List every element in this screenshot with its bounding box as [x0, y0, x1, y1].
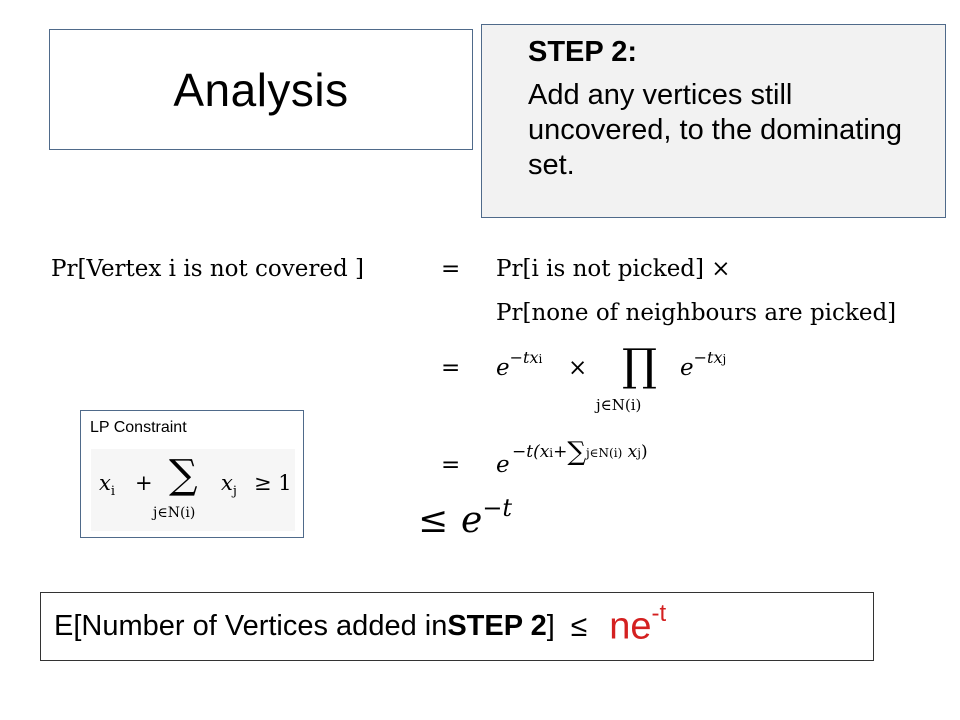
- expectation-prefix: E[Number of Vertices added in: [54, 610, 448, 642]
- derivation-lhs: [51, 256, 364, 282]
- derivation-line-2: Pr[none of neighbours are picked]: [496, 300, 897, 326]
- lp-x: x: [99, 471, 111, 495]
- equals-1: =: [441, 256, 461, 282]
- bound-exp-text: −t: [482, 494, 513, 522]
- expectation-bound-exp: -t: [651, 600, 667, 628]
- line4-exp-open: −t(x: [512, 442, 550, 462]
- line3-term-exp: [694, 348, 727, 367]
- lp-plus: +: [135, 471, 153, 495]
- equals-3: =: [441, 452, 461, 478]
- line3-e: e: [496, 355, 510, 381]
- line4-exponent: [512, 434, 648, 467]
- derivation-line-1: Pr[i is not picked] ×: [496, 256, 731, 282]
- lp-xj-x: x: [221, 471, 233, 495]
- title-box: [49, 29, 473, 150]
- lp-sub-i: i: [110, 484, 116, 499]
- lp-sum-symbol: ∑: [169, 452, 198, 498]
- lp-relation: ≥ 1: [254, 471, 292, 495]
- step-heading: STEP 2:: [528, 36, 638, 68]
- slide-title: Analysis: [173, 63, 349, 116]
- step-box: [481, 24, 946, 218]
- line3-exp-text: −tx: [509, 348, 539, 367]
- line4-base: [496, 452, 510, 478]
- lp-constraint-formula: [91, 449, 295, 531]
- line4-exp-sub-i: i: [549, 446, 554, 460]
- line4-exp-plus: +: [553, 442, 568, 462]
- product-symbol: ∏: [622, 340, 658, 391]
- line3-exp-sub: i: [538, 352, 543, 366]
- lp-sub-j: j: [232, 484, 237, 499]
- expectation-step: STEP 2: [447, 610, 547, 642]
- line3-term-exp-text: −tx: [693, 348, 723, 367]
- lp-xi: [99, 471, 116, 499]
- line4-exp-sub-j: j: [637, 446, 641, 460]
- expectation-leq: ≤: [570, 609, 588, 643]
- bound-e: e: [461, 500, 483, 541]
- lp-sum-subscript: j∈N(i): [153, 505, 196, 521]
- line4-exp-sum-sub: j∈N(i): [585, 446, 623, 460]
- line3-times: ×: [568, 355, 588, 381]
- lhs-text: Pr[Vertex i is not covered ]: [51, 256, 364, 282]
- derivation-line-3-exp-term: [496, 348, 543, 381]
- line4-exp-sum: ∑: [567, 437, 586, 467]
- bound-term: [461, 494, 513, 541]
- lp-constraint-box: [80, 410, 304, 538]
- expectation-bound: [609, 600, 667, 649]
- bound-exp: [482, 494, 512, 522]
- step-body: Add any vertices still uncovered, to the dominating set.: [528, 79, 903, 181]
- expectation-bound-base: ne: [609, 605, 652, 648]
- line3-term-e: e: [680, 355, 694, 381]
- product-subscript: j∈N(i): [596, 396, 642, 414]
- derivation-line-3-prod-term: [680, 348, 727, 381]
- equals-2: =: [441, 355, 461, 381]
- line4-exp-close: ): [641, 442, 648, 462]
- line4-e: e: [496, 452, 510, 478]
- expectation-box: [40, 592, 874, 661]
- lp-xj: [221, 471, 237, 499]
- expectation-suffix: ]: [546, 610, 555, 642]
- line3-exp: [510, 348, 543, 367]
- lp-constraint-label: LP Constraint: [90, 419, 187, 436]
- line3-term-exp-sub: j: [722, 352, 727, 366]
- line4-exp-x: x: [627, 442, 638, 462]
- bound-leq: ≤: [418, 500, 449, 541]
